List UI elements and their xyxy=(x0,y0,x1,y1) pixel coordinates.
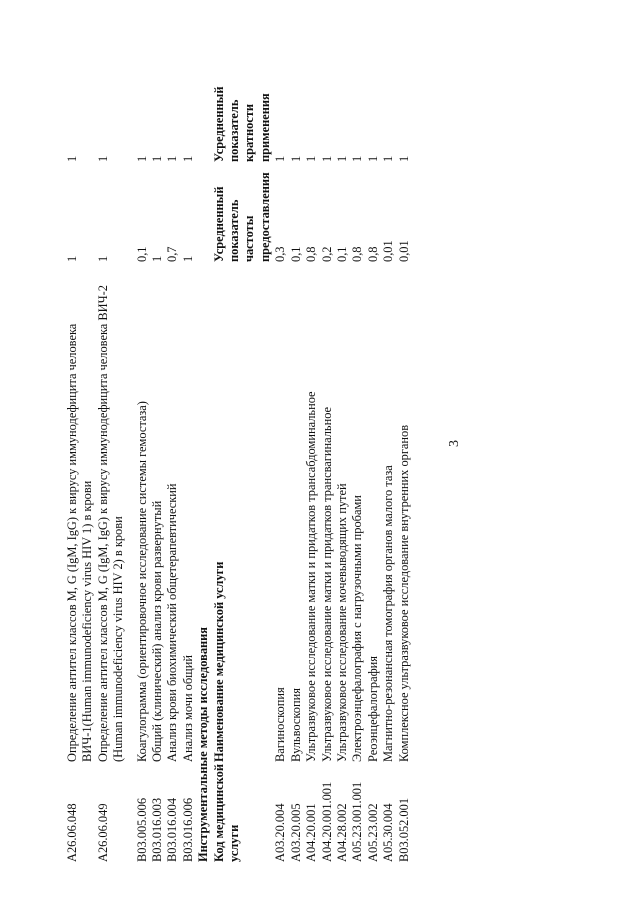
header-frequency: Усредненный показатель частоты предоставления xyxy=(211,172,272,262)
service-name: Вагиноскопия xyxy=(273,687,288,762)
frequency-value: 0,1 xyxy=(334,246,349,262)
table-row xyxy=(181,62,196,862)
service-name: Определение антител классов M, G (IgM, IgG) к вирусу иммунодефицита человека ВИЧ-1(Human immunodeficiency virus HIV 1) в крови xyxy=(65,323,95,762)
table-row xyxy=(289,62,304,862)
multiplicity-value: 1 xyxy=(65,155,79,162)
service-name: Электроэнцефалография с нагрузочными пробами xyxy=(350,495,365,762)
table-row xyxy=(366,62,381,862)
header-name: Наименование медицинской услуги xyxy=(211,561,226,762)
table-row xyxy=(150,62,165,862)
service-code: A05.23.002 xyxy=(365,803,380,862)
multiplicity-value: 1 xyxy=(273,155,288,162)
service-code: A05.30.004 xyxy=(381,803,396,862)
table-row xyxy=(320,62,335,862)
service-code: B03.016.003 xyxy=(150,797,165,862)
table-row xyxy=(135,62,150,862)
services-table xyxy=(65,62,412,862)
service-name: Магнитно-резонансная томография органов малого таза xyxy=(381,465,396,762)
service-name: Определение антител классов M, G (IgM, IgG) к вирусу иммунодефицита человека ВИЧ-2 (Human immunodeficiency virus HIV 2) в крови xyxy=(95,285,126,762)
table-row xyxy=(381,62,396,862)
service-name: Комплексное ультразвуковое исследование внутренних органов xyxy=(396,424,411,762)
service-name: Ультразвуковое исследование матки и придатков трансвагинальное xyxy=(319,406,334,762)
frequency-value: 1 xyxy=(180,255,195,262)
table-row xyxy=(304,62,319,862)
service-code: A03.20.004 xyxy=(273,803,288,862)
multiplicity-value: 1 xyxy=(365,155,380,162)
table-header-row xyxy=(212,62,274,862)
multiplicity-value: 1 xyxy=(304,155,319,162)
multiplicity-value: 1 xyxy=(350,155,365,162)
frequency-value: 0,01 xyxy=(381,240,396,262)
frequency-value: 0,01 xyxy=(396,240,411,262)
multiplicity-value: 1 xyxy=(150,155,165,162)
multiplicity-value: 1 xyxy=(334,155,349,162)
service-name: Ультразвуковое исследование матки и придатков трансабдоминальное xyxy=(304,391,319,762)
service-code: A26.06.048 xyxy=(65,803,79,862)
service-name: Анализ крови биохимический общетерапевтический xyxy=(165,483,180,762)
frequency-value: 0,1 xyxy=(288,246,303,262)
service-code: A04.28.002 xyxy=(334,803,349,862)
service-code: B03.005.006 xyxy=(134,797,149,862)
frequency-value: 0,2 xyxy=(319,246,334,262)
table-row xyxy=(273,62,288,862)
service-code: A03.20.005 xyxy=(288,803,303,862)
page-number: 3 xyxy=(447,440,462,447)
service-name: Общий (клинический) анализ крови развернутый xyxy=(150,500,165,762)
service-code: A04.20.001 xyxy=(304,803,319,862)
service-name: Реоэнцефалография xyxy=(365,656,380,762)
service-code: A05.23.001.001 xyxy=(350,781,365,862)
table-row xyxy=(65,62,96,862)
table-row xyxy=(397,62,412,862)
frequency-value: 0,8 xyxy=(365,246,380,262)
multiplicity-value: 1 xyxy=(381,155,396,162)
section-heading-row xyxy=(196,62,211,862)
instrumental-section xyxy=(196,62,412,862)
table-row xyxy=(335,62,350,862)
service-name: Коагулограмма (ориентировочное исследование системы гемостаза) xyxy=(134,401,149,762)
frequency-value: 0,7 xyxy=(165,246,180,262)
multiplicity-value: 1 xyxy=(319,155,334,162)
frequency-value: 1 xyxy=(95,255,110,262)
table-row xyxy=(96,62,127,862)
lab-rows xyxy=(65,62,196,862)
multiplicity-value: 1 xyxy=(95,155,110,162)
multiplicity-value: 1 xyxy=(134,155,149,162)
header-code: Код медицинской услуги xyxy=(211,764,242,862)
frequency-value: 0,8 xyxy=(350,246,365,262)
service-code: A04.20.001.001 xyxy=(319,781,334,862)
service-code: B03.016.006 xyxy=(180,797,195,862)
multiplicity-value: 1 xyxy=(288,155,303,162)
frequency-value: 0,1 xyxy=(134,246,149,262)
header-multiplicity: Усредненный показатель кратности применения xyxy=(211,86,272,162)
service-code: B03.052.001 xyxy=(396,797,411,862)
service-name: Ультразвуковое исследование мочевыводящих путей xyxy=(334,483,349,762)
service-code: A26.06.049 xyxy=(95,803,110,862)
service-name: Анализ мочи общий xyxy=(180,655,195,762)
multiplicity-value: 1 xyxy=(180,155,195,162)
service-code: B03.016.004 xyxy=(165,797,180,862)
table-row xyxy=(165,62,180,862)
rotated-content xyxy=(65,62,525,862)
service-name: Вульвоскопия xyxy=(288,688,303,762)
multiplicity-value: 1 xyxy=(165,155,180,162)
section-title: Инструментальные методы исследования xyxy=(196,627,211,862)
frequency-value: 1 xyxy=(65,255,79,262)
table-row xyxy=(350,62,365,862)
frequency-value: 1 xyxy=(150,255,165,262)
frequency-value: 0,8 xyxy=(304,246,319,262)
frequency-value: 0,3 xyxy=(273,246,288,262)
multiplicity-value: 1 xyxy=(396,155,411,162)
